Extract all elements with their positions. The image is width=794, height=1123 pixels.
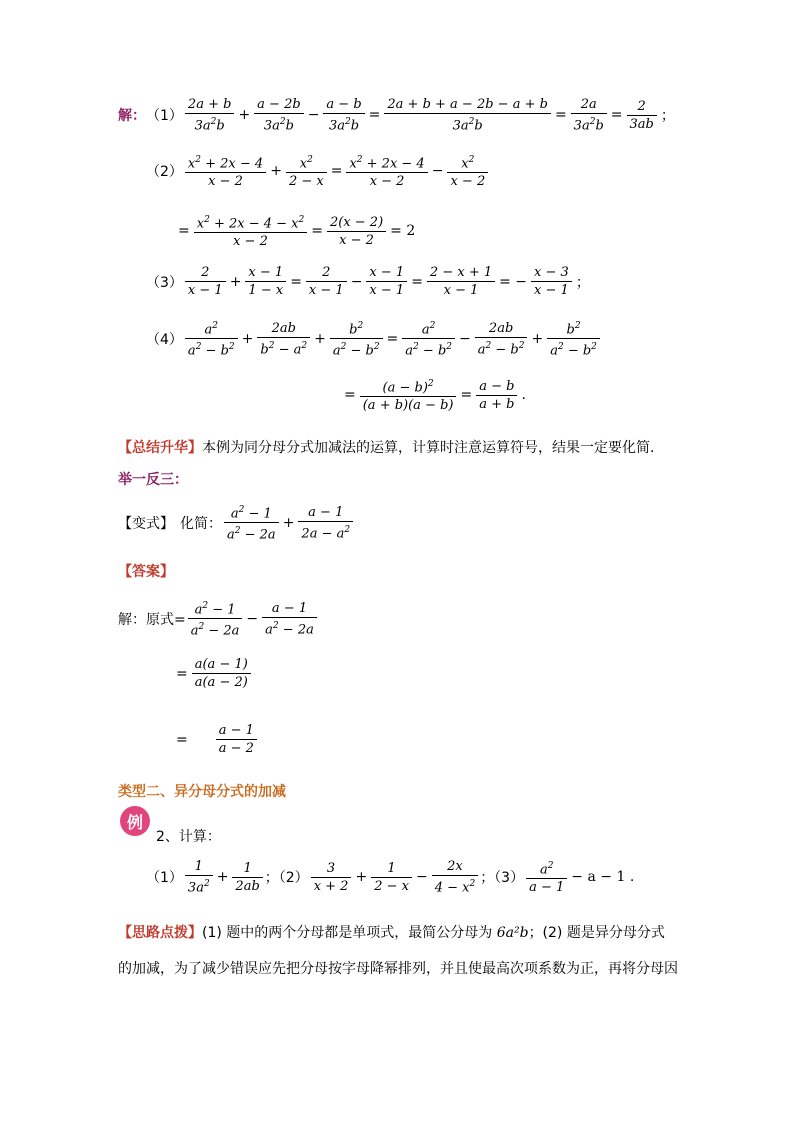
solution-part-2-cont: = $\frac{x^2 + 2x - 4 - x^2}{x - 2}$ = $\frac{2(x - 2)}{x - 2}$ = 2 [178,214,416,250]
variant-line: 【变式】 化简： $\frac{a^2 - 1}{a^2 - 2a}$ + $\frac{a - 1}{2a - a^2}$ [118,502,355,544]
type2-heading: 类型二、异分母分式的加减 [118,784,286,800]
example-questions: （1） $\frac{1}{3a^2}$ + $\frac{1}{2ab}$ ；（2） $\frac{3}{x + 2}$ + $\frac{1}{2 - x}$ − $\frac{2x}{4 - x^2}$ ；（3） $\frac{a^2}{a - 1}$ − a − 1 . [146,859,635,896]
hint-expression: 6a²b [496,925,529,941]
variant-tag: 【变式】 [118,515,174,532]
juyi-heading: 举一反三： [118,472,188,488]
part-2-label: （2） [146,164,183,181]
hint-text-1b: ；(2) 题是异分母分式 [528,925,665,941]
answer-line-2: = $\frac{a(a - 1)}{a(a - 2)}$ [174,656,253,691]
summary-tag: 【总结升华】 [118,440,202,456]
answer-tag: 【答案】 [118,564,174,580]
summary-line [118,437,664,457]
hint-tag: 【思路点拨】 [118,925,202,941]
variant-text: 化简： [180,515,222,532]
question-1-label: （1） [146,870,183,887]
hint-line-2: 的加减，为了减少错误应先把分母按字母降幂排列，并且使最高次项系数为正，再将分母因 [118,961,678,977]
example-badge-icon: 例 [120,806,150,836]
question-3-label: ；（3） [480,870,525,887]
solution-part-4: （4） $\frac{a^2}{a^2 - b^2}$ + $\frac{2ab}{b^2 - a^2}$ + $\frac{b^2}{a^2 - b^2}$ = $\frac{a^2}{a^2 - b^2}$ − $\frac{2ab}{a^2 - b^2}$ + $\frac{b^2}{a^2 - b^2}$ [146,318,602,360]
solution-part-1: 解： （1） $\frac{2a + b}{3a^2b}$ + $\frac{a - 2b}{3a^2b}$ − $\frac{a - b}{3a^2b}$ = $\frac{2a + b + a - 2b - a + b}{3a^2b}$ = $\frac{2a}{3a^2b}$ = $\frac{2}{3ab}$ ； [118,97,675,134]
solution-label: 解： [118,108,146,125]
answer-line-3: = $\frac{a - 1}{a - 2}$ [174,722,259,757]
hint-line-1 [118,922,665,942]
example-text: 2、计算： [156,829,221,845]
solution-part-4-cont: = $\frac{(a - b)^2}{(a + b)(a - b)}$ = $\frac{a - b}{a + b}$ . [344,378,526,414]
answer-intro: 解：原式= [118,611,186,628]
hint-text-1: (1) 题中的两个分母都是单项式，最简公分母为 [202,925,493,941]
summary-text: 本例为同分母分式加减法的运算，计算时注意运算符号，结果一定要化简． [202,440,664,456]
part-3-label: （3） [146,274,183,291]
solution-part-3: （3） $\frac{2}{x - 1}$ + $\frac{x - 1}{1 - x}$ = $\frac{2}{x - 1}$ − $\frac{x - 1}{x - 1}$ = $\frac{2 - x + 1}{x - 1}$ = − $\frac{x - 3}{x - 1}$ ； [146,265,590,298]
question-2-label: ；（2） [264,870,309,887]
solution-part-2: （2） $\frac{x^2 + 2x - 4}{x - 2}$ + $\frac{x^2}{2 - x}$ = $\frac{x^2 + 2x - 4}{x - 2}$ − $\frac{x^2}{x - 2}$ [146,152,490,190]
part-4-label: （4） [146,331,183,348]
part-1-label: （1） [146,108,183,125]
answer-line-1: 解：原式= $\frac{a^2 - 1}{a^2 - 2a}$ − $\frac{a - 1}{a^2 - 2a}$ [118,598,319,640]
